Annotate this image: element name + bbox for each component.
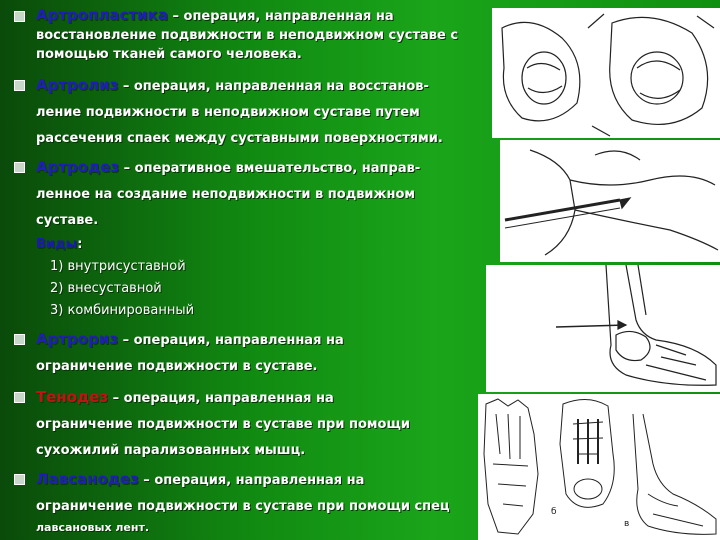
definition-line: ленное на создание неподвижности в подвижном [36,187,415,202]
foot-skeleton-illustration [478,394,720,540]
definition-line: ограничение подвижности в суставе при помощи [36,417,410,432]
definition-line: – операция, направленная на восстанов- [122,79,429,94]
figure-label-b: б [551,507,557,517]
definition-line: – операция, направленная на [122,333,344,348]
definition-line: ление подвижности в неподвижном суставе путем [36,105,420,120]
term-tenodesis: Тенодез [36,388,109,406]
figure-label-v: в [624,519,630,529]
definition-line: – операция, направленная на [172,9,394,24]
type-item: 1) внутрисуставной [50,259,186,274]
figure-arthroplasty [492,8,720,138]
definition-line: помощью тканей самого человека. [36,47,302,62]
list-item [8,384,478,464]
definition-line: ограничение подвижности в суставе. [36,359,318,374]
joint-surgery-illustration [492,8,720,138]
figure-arthrorisis [486,265,720,392]
figure-arthrodesis [500,140,720,262]
definition-line: – оперативное вмешательство, направ- [123,161,421,176]
bullet-icon [14,392,25,403]
bullet-icon [14,80,25,91]
list-item [8,326,478,380]
types-label: Виды [36,237,78,252]
definition-line: лавсановых лент. [36,521,150,534]
term-arthrorisis: Артрориз [36,330,119,348]
definition-line: сухожилий парализованных мышц. [36,443,306,458]
list-item [8,154,478,322]
definitions-list [8,6,478,536]
type-item: 3) комбинированный [50,303,195,318]
type-item: 2) внесуставной [50,281,162,296]
term-lavsanodesis: Лавсанодез [36,470,139,488]
bullet-icon [14,11,25,22]
bullet-icon [14,474,25,485]
list-item [8,6,478,64]
definition-line: – операция, направленная на [143,473,365,488]
bullet-icon [14,162,25,173]
types-block: Виды: 1) внутрисуставной 2) внесуставной 3) комбинированный [36,234,478,322]
nail-fixation-illustration [500,140,720,262]
list-item [8,466,478,536]
definition-line: суставе. [36,213,99,228]
definition-line: ограничение подвижности в суставе при помощи спец [36,499,450,514]
term-arthroplasty: Артропластика [36,6,168,24]
definition-line: – операция, направленная на [112,391,334,406]
definition-line: восстановление подвижности в неподвижном суставе с [36,28,459,43]
term-arthrolysis: Артролиз [36,76,119,94]
list-item [8,72,478,152]
bullet-icon [14,334,25,345]
figure-tenodesis [478,394,720,540]
definition-line: рассечения спаек между суставными поверхностями. [36,131,443,146]
term-arthrodesis: Артродез [36,158,120,176]
ankle-illustration [486,265,720,392]
